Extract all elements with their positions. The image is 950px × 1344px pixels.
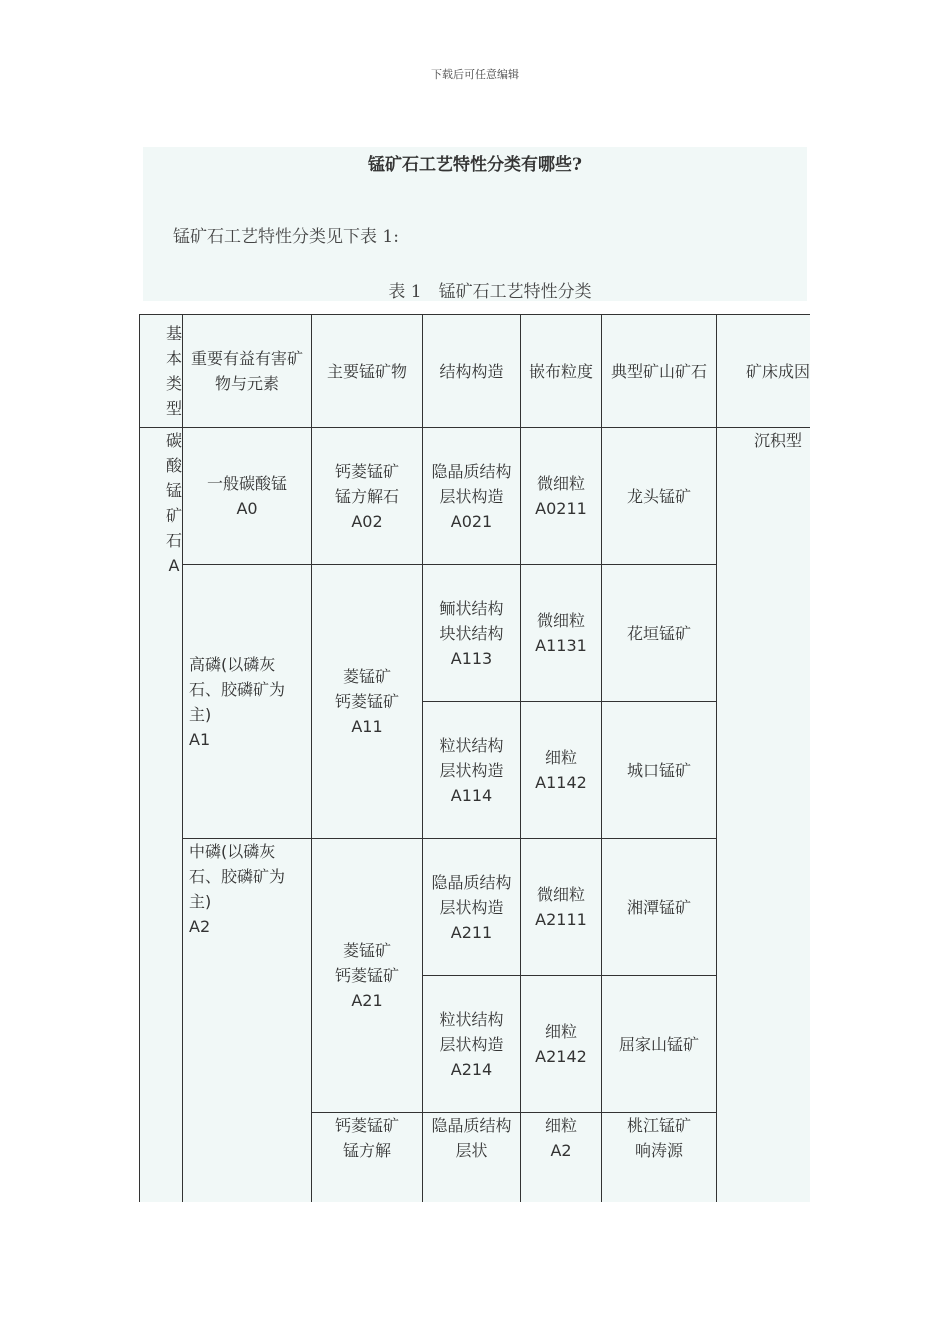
intro-text: 锰矿石工艺特性分类见下表 1: [173, 227, 399, 247]
header-mn-minerals: 主要锰矿物 [312, 315, 423, 428]
mine-cell: 花垣锰矿 [602, 565, 717, 702]
genesis-cell: 沉积型 [717, 428, 811, 1203]
structure-cell: 粒状结构 层状构造 A114 [423, 702, 521, 839]
structure-cell: 隐晶质结构 层状 [423, 1113, 521, 1203]
header-elements: 重要有益有害矿物与元素 [183, 315, 312, 428]
mine-cell: 屈家山锰矿 [602, 976, 717, 1113]
table-caption: 表 1 锰矿石工艺特性分类 [388, 282, 592, 302]
grain-cell: 微细粒 A1131 [521, 565, 602, 702]
mine-cell: 桃江锰矿 响涛源 [602, 1113, 717, 1203]
classification-table [139, 314, 810, 1202]
grain-cell: 微细粒 A0211 [521, 428, 602, 565]
header-row [140, 315, 811, 428]
table-row [140, 839, 811, 976]
classification-table-wrap [139, 314, 810, 1202]
mineral-cell: 菱锰矿 钙菱锰矿 A11 [312, 565, 423, 839]
header-structure: 结构构造 [423, 315, 521, 428]
grain-cell: 细粒 A1142 [521, 702, 602, 839]
grain-cell: 微细粒 A2111 [521, 839, 602, 976]
structure-cell: 鲕状结构 块状结构 A113 [423, 565, 521, 702]
header-grain-size: 嵌布粒度 [521, 315, 602, 428]
grain-cell: 细粒 A2 [521, 1113, 602, 1203]
mineral-cell: 钙菱锰矿 锰方解石 A02 [312, 428, 423, 565]
structure-cell: 隐晶质结构 层状构造 A211 [423, 839, 521, 976]
table-row [140, 428, 811, 565]
header-basic-type: 基本类型 [140, 315, 183, 428]
element-cell: 高磷(以磷灰石、胶磷矿为主) A1 [183, 565, 312, 839]
structure-cell: 隐晶质结构 层状构造 A021 [423, 428, 521, 565]
structure-cell: 粒状结构 层状构造 A214 [423, 976, 521, 1113]
mine-cell: 龙头锰矿 [602, 428, 717, 565]
mineral-cell: 钙菱锰矿 锰方解 [312, 1113, 423, 1203]
mineral-cell: 菱锰矿 钙菱锰矿 A21 [312, 839, 423, 1113]
mine-cell: 湘潭锰矿 [602, 839, 717, 976]
header-typical-mine: 典型矿山矿石 [602, 315, 717, 428]
table-row [140, 565, 811, 702]
header-note: 下载后可任意编辑 [431, 68, 519, 81]
mine-cell: 城口锰矿 [602, 702, 717, 839]
element-cell: 一般碳酸锰 A0 [183, 428, 312, 565]
page-title: 锰矿石工艺特性分类有哪些? [368, 155, 582, 175]
basic-type-cell: 碳酸锰矿石A [140, 428, 183, 1203]
grain-cell: 细粒 A2142 [521, 976, 602, 1113]
element-cell: 中磷(以磷灰石、胶磷矿为主) A2 [183, 839, 312, 1203]
header-genesis: 矿床成因 [717, 315, 811, 428]
